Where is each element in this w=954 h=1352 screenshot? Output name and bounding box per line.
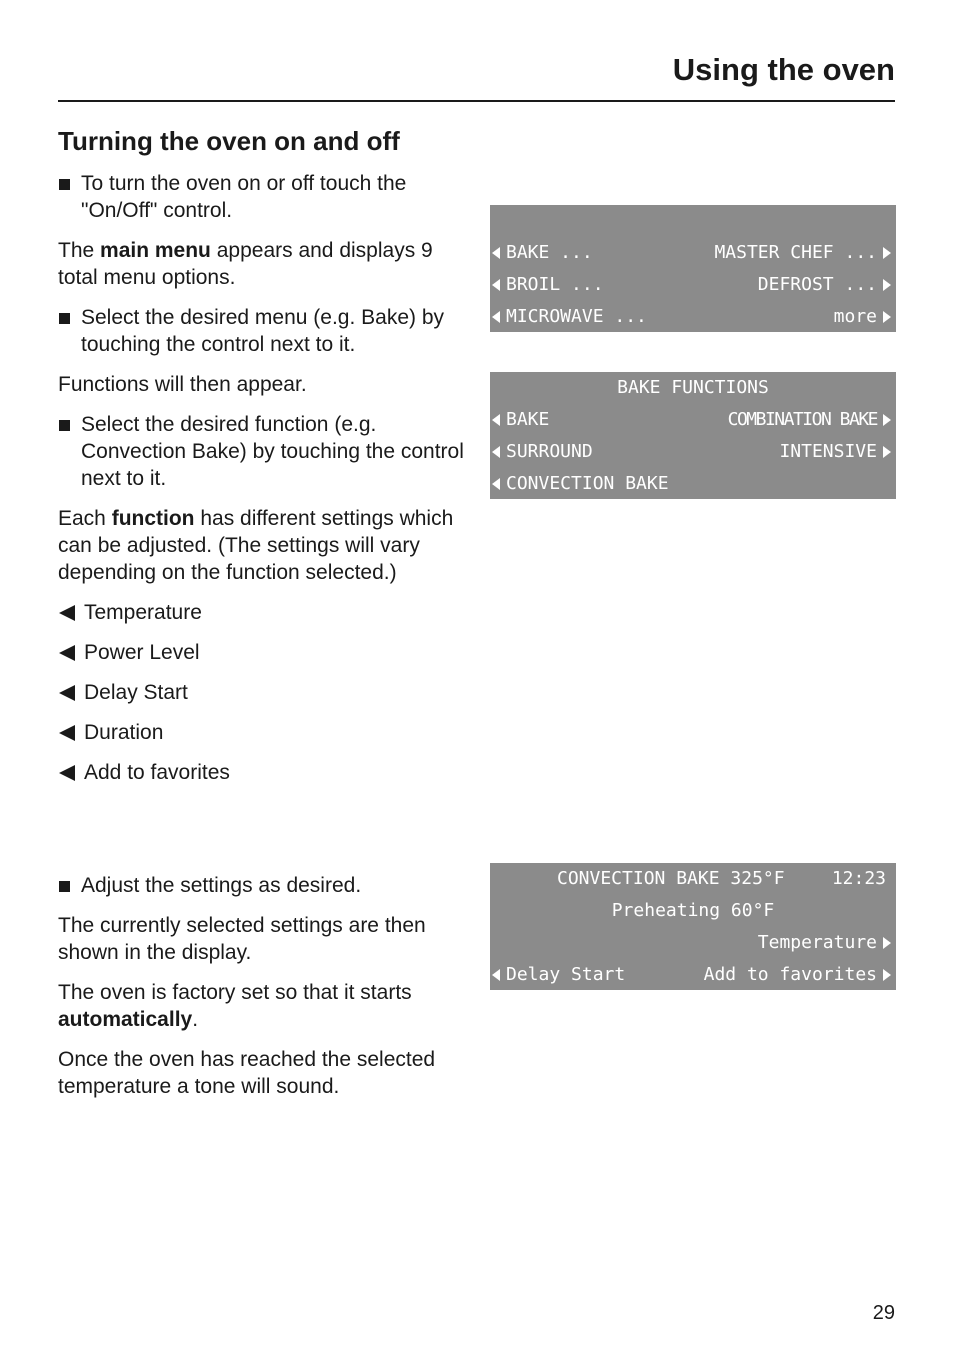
instructions-lower [58, 872, 468, 1113]
option-label: MICROWAVE ... [506, 306, 647, 327]
page-title: Using the oven [672, 52, 895, 87]
setting-row [490, 959, 896, 991]
bold-text: main menu [100, 239, 211, 262]
menu-right-option[interactable] [834, 301, 891, 333]
function-right-option[interactable] [728, 404, 891, 436]
left-arrow-icon [59, 645, 75, 661]
option-label: Temperature [757, 932, 877, 953]
menu-left-option[interactable] [492, 301, 647, 333]
bullet-square-icon [59, 179, 70, 190]
right-arrow-icon [883, 247, 891, 259]
menu-row [490, 269, 896, 301]
right-arrow-icon [883, 969, 891, 981]
paragraph-settings [58, 505, 468, 586]
step-text: Select the desired function (e.g. Convection Bake) by touching the control next to it. [81, 413, 464, 490]
bake-functions-display [490, 372, 896, 499]
function-right-option[interactable] [779, 436, 891, 468]
setting-label: Duration [84, 721, 164, 744]
section-heading: Turning the oven on and off [58, 126, 400, 156]
text: Each [58, 507, 112, 530]
paragraph-display: The currently selected settings are then shown in the display. [58, 914, 426, 964]
right-arrow-icon [883, 414, 891, 426]
text: . [192, 1008, 199, 1031]
left-arrow-icon [492, 414, 500, 426]
status-row [490, 863, 896, 895]
setting-item [58, 599, 468, 626]
convection-bake-display [490, 863, 896, 990]
function-row [490, 404, 896, 436]
option-label: DEFROST ... [757, 274, 877, 295]
bold-text: function [111, 507, 195, 530]
menu-left-option[interactable] [492, 269, 604, 301]
bullet-square-icon [59, 420, 70, 431]
option-label: Delay Start [506, 964, 626, 985]
option-label: BROIL ... [506, 274, 604, 295]
step-text: Select the desired menu (e.g. Bake) by touching the control next to it. [81, 306, 445, 356]
preheating-status: Preheating 60°F [611, 900, 775, 921]
paragraph-functions: Functions will then appear. [58, 373, 307, 396]
setting-label: Power Level [84, 641, 200, 664]
setting-label: Temperature [84, 601, 202, 624]
step-select-menu [58, 304, 468, 358]
right-arrow-icon [883, 446, 891, 458]
right-arrow-icon [883, 311, 891, 323]
step-turn-on [58, 170, 468, 224]
function-left-option[interactable] [492, 468, 669, 500]
bullet-square-icon [59, 313, 70, 324]
setting-row [490, 927, 896, 959]
function-row [490, 436, 896, 468]
function-left-option[interactable] [492, 436, 593, 468]
text: has different settings which can be adjusted. (The settings will vary depending on the function selected.) [58, 507, 454, 584]
left-arrow-icon [492, 969, 500, 981]
left-arrow-icon [59, 765, 75, 781]
step-select-function [58, 411, 468, 492]
text: The [58, 239, 101, 262]
paragraph-tone: Once the oven has reached the selected temperature a tone will sound. [58, 1048, 436, 1098]
display-title-row [490, 372, 896, 404]
setting-item [58, 679, 468, 706]
function-left-option[interactable] [492, 404, 549, 436]
option-label: CONVECTION BAKE [506, 473, 669, 494]
option-label: BAKE ... [506, 242, 593, 263]
left-arrow-icon [492, 446, 500, 458]
option-label: BAKE [506, 409, 550, 430]
setting-item [58, 759, 468, 786]
option-label: COMBINATION BAKE [727, 409, 877, 430]
paragraph-automatic [58, 979, 468, 1033]
setting-label: Delay Start [84, 681, 188, 704]
option-label: MASTER CHEF ... [714, 242, 877, 263]
preheat-row [490, 895, 896, 927]
bullet-square-icon [59, 881, 70, 892]
page-header [58, 52, 895, 102]
clock-time: 12:23 [831, 868, 886, 889]
right-arrow-icon [883, 937, 891, 949]
left-arrow-icon [59, 685, 75, 701]
left-arrow-icon [492, 478, 500, 490]
menu-right-option[interactable] [758, 269, 891, 301]
paragraph-main-menu [58, 237, 468, 291]
setting-label: Add to favorites [84, 761, 230, 784]
option-label: INTENSIVE [779, 441, 877, 462]
page-number: 29 [872, 1302, 895, 1324]
menu-row [490, 301, 896, 333]
menu-left-option[interactable] [492, 237, 593, 269]
bold-text: automatically [58, 1008, 193, 1031]
instructions-upper [58, 124, 468, 799]
function-row [490, 468, 896, 500]
step-text: Adjust the settings as desired. [81, 874, 362, 897]
favorites-option[interactable] [704, 959, 891, 991]
left-arrow-icon [492, 311, 500, 323]
left-arrow-icon [59, 725, 75, 741]
option-label: more [833, 306, 877, 327]
temperature-option[interactable] [758, 927, 891, 959]
left-arrow-icon [492, 247, 500, 259]
option-label: Add to favorites [703, 964, 877, 985]
delay-start-option[interactable] [492, 959, 625, 991]
text: appears and displays 9 total menu options. [58, 239, 433, 289]
menu-row [490, 237, 896, 269]
right-arrow-icon [883, 279, 891, 291]
option-label: SURROUND [506, 441, 593, 462]
step-text: To turn the oven on or off touch the "On/Off" control. [81, 172, 407, 222]
program-status: CONVECTION BAKE 325°F [557, 868, 785, 889]
setting-item [58, 719, 468, 746]
main-menu-display [490, 205, 896, 332]
left-arrow-icon [492, 279, 500, 291]
display-title: BAKE FUNCTIONS [617, 377, 769, 398]
menu-right-option[interactable] [714, 237, 891, 269]
step-adjust [58, 872, 468, 899]
text: The oven is factory set so that it starts [58, 981, 412, 1004]
left-arrow-icon [59, 605, 75, 621]
setting-item [58, 639, 468, 666]
